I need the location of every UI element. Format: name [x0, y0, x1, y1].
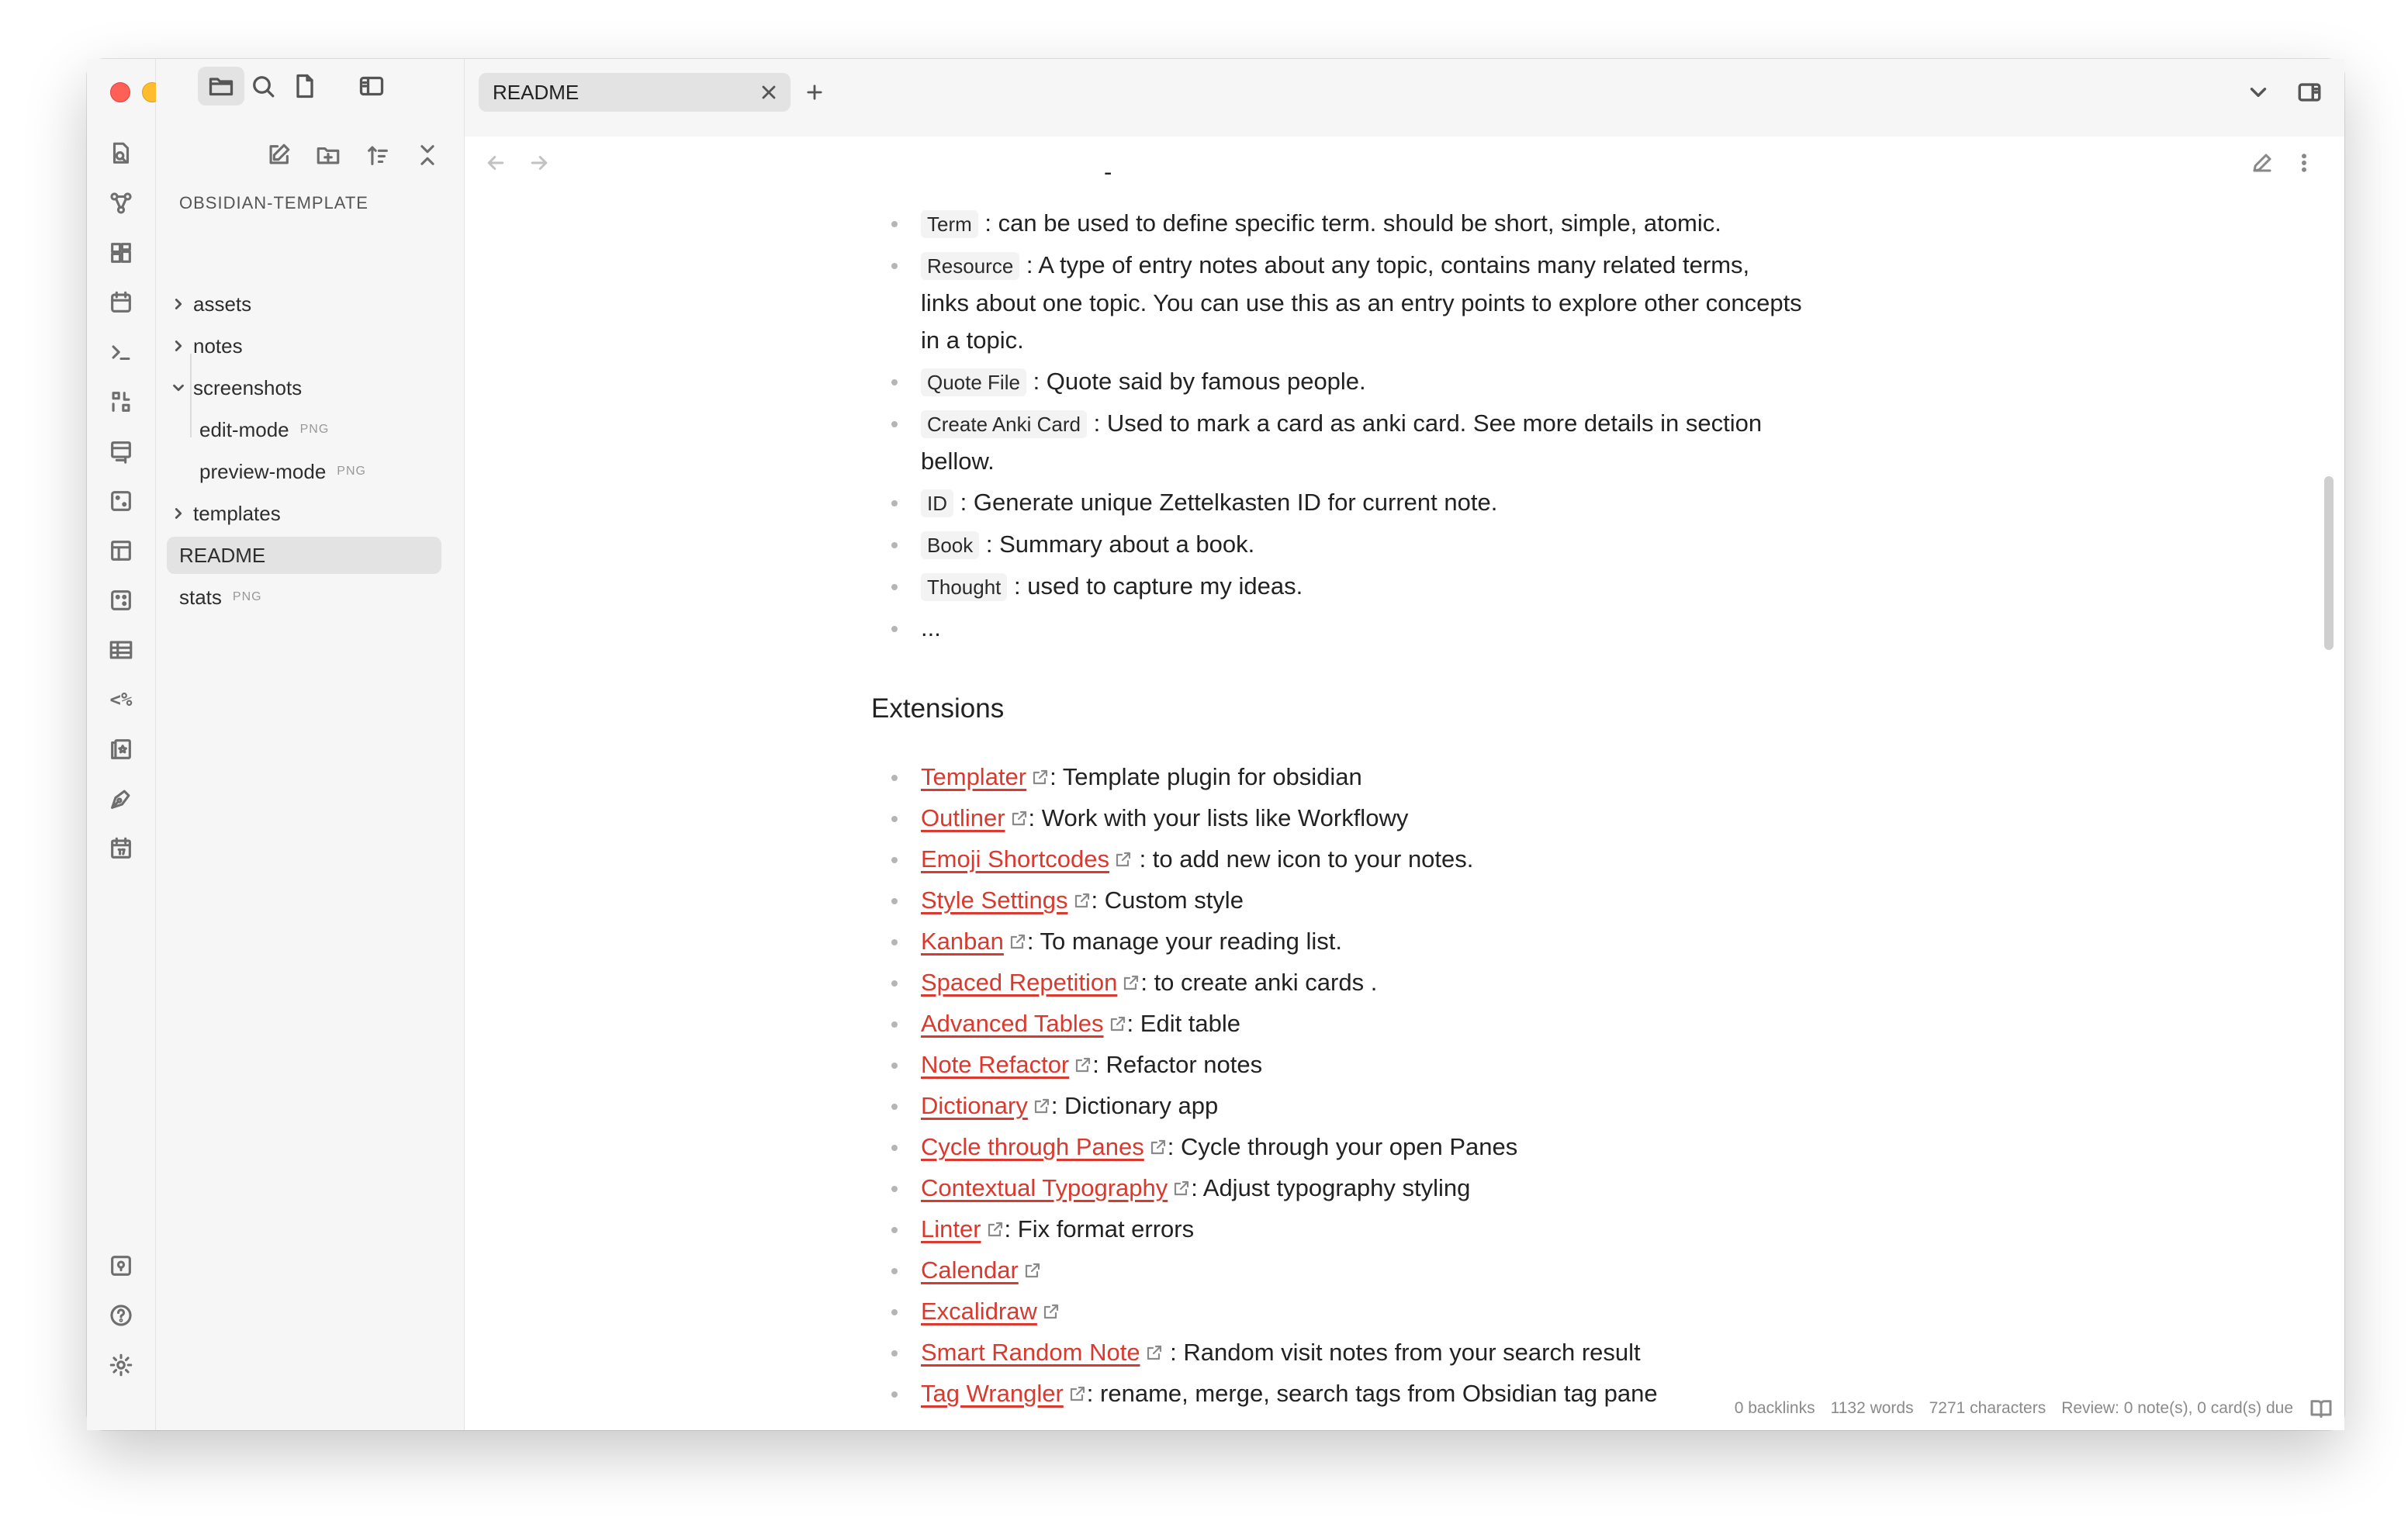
close-tab-button[interactable] — [752, 75, 786, 109]
tree-item-label: stats — [179, 585, 222, 609]
navigate-back-button[interactable] — [480, 147, 511, 178]
external-link[interactable]: Dictionary — [921, 1092, 1028, 1119]
chevron-right-icon — [167, 502, 190, 525]
tree-file-edit-mode[interactable] — [199, 411, 441, 448]
external-link-icon — [1172, 1171, 1191, 1190]
search-tab-button[interactable] — [240, 67, 286, 105]
inline-code: Term — [921, 210, 978, 238]
tree-item-label: edit-mode — [199, 417, 289, 441]
list-item: Contextual Typography : Adjust typography styling — [871, 1170, 1802, 1207]
list-item: Create Anki Card : Used to mark a card as anki card. See more details in section bellow. — [871, 405, 1802, 480]
daily-note-icon[interactable] — [104, 285, 138, 320]
list-item: Book : Summary about a book. — [871, 526, 1802, 564]
document-body — [871, 158, 1802, 1416]
inline-code: Thought — [921, 573, 1007, 601]
template-layout-icon[interactable] — [104, 534, 138, 568]
partial-line: - — [1104, 158, 1112, 185]
pencil-icon — [2251, 151, 2274, 175]
search-icon — [249, 72, 277, 100]
list-item: Emoji Shortcodes : to add new icon to your notes. — [871, 841, 1802, 878]
external-link[interactable]: Kanban — [921, 928, 1004, 955]
tree-item-label: templates — [193, 501, 281, 525]
external-link[interactable]: Contextual Typography — [921, 1174, 1168, 1201]
tree-file-stats[interactable] — [167, 579, 441, 616]
external-link-icon — [1010, 801, 1029, 820]
file-extension-badge: PNG — [232, 590, 262, 603]
bookmarks-tab-button[interactable] — [282, 67, 328, 105]
chevron-right-icon — [167, 292, 190, 316]
inline-code: Quote File — [921, 368, 1026, 396]
external-link-icon — [1042, 1294, 1060, 1313]
ribbon — [87, 59, 156, 1430]
tree-file-preview-mode[interactable] — [199, 453, 441, 490]
arrow-right-icon — [528, 151, 551, 175]
tree-indent-guide — [190, 354, 192, 437]
list-item: Tag Wrangler : rename, merge, search tags from Obsidian tag pane — [871, 1375, 1802, 1412]
list-item — [871, 1252, 1802, 1289]
external-link[interactable]: Advanced Tables — [921, 1010, 1104, 1037]
list-item: Style Settings : Custom style — [871, 882, 1802, 919]
more-vertical-icon — [2292, 151, 2316, 175]
list-item: Outliner : Work with your lists like Workflowy — [871, 800, 1802, 837]
edit-icon — [265, 142, 292, 168]
list-item: Cycle through Panes : Cycle through your open Panes — [871, 1128, 1802, 1166]
collapse-icon — [414, 142, 441, 168]
chevron-down-icon — [167, 376, 190, 399]
list-item: Note Refactor : Refactor notes — [871, 1046, 1802, 1083]
sidebar-right-icon — [2296, 79, 2323, 105]
tree-item-label: assets — [193, 292, 252, 316]
external-link-icon — [1023, 1253, 1042, 1272]
vault-name: OBSIDIAN-TEMPLATE — [179, 193, 368, 213]
external-link-icon — [1122, 966, 1140, 984]
list-item: Advanced Tables : Edit table — [871, 1005, 1802, 1042]
sort-order-button[interactable] — [359, 137, 396, 174]
close-window-button[interactable] — [110, 82, 130, 102]
tab-list-dropdown-button[interactable] — [2240, 74, 2276, 110]
new-folder-button[interactable] — [310, 137, 347, 174]
chevron-down-icon — [2245, 79, 2271, 105]
file-explorer-sidebar — [156, 59, 465, 1430]
external-link-icon — [1114, 842, 1133, 861]
external-link[interactable]: Spaced Repetition — [921, 969, 1118, 996]
vertical-scrollbar[interactable] — [2324, 476, 2334, 650]
extensions-list — [871, 759, 1802, 1412]
inline-code: ID — [921, 489, 953, 517]
external-link-icon — [1074, 1048, 1092, 1066]
close-icon — [758, 81, 780, 103]
word-count: 1132 words — [1830, 1399, 1914, 1417]
calendar-icon[interactable] — [104, 831, 138, 866]
tree-item-label: preview-mode — [199, 459, 327, 483]
list-item: Resource : A type of entry notes about any topic, contains many related terms, links about one topic. You can use this as an entry points to explore other concepts in a topic. — [871, 247, 1802, 359]
external-link-icon — [1149, 1130, 1168, 1149]
tree-folder-screenshots[interactable] — [167, 369, 441, 406]
list-item: Term : can be used to define specific term. should be short, simple, atomic. — [871, 205, 1802, 243]
external-link[interactable]: Excalidraw — [921, 1298, 1037, 1325]
toggle-edit-mode-button[interactable] — [2247, 147, 2278, 178]
file-extension-badge: PNG — [337, 465, 366, 478]
tab-bar — [465, 59, 2344, 137]
kanban-board-icon[interactable] — [104, 434, 138, 468]
external-link-icon — [1109, 1007, 1127, 1025]
graph-view-icon[interactable] — [104, 186, 138, 220]
external-link-icon — [986, 1212, 1005, 1231]
inline-code: Create Anki Card — [921, 410, 1087, 438]
toggle-right-sidebar-button[interactable] — [2292, 74, 2327, 110]
templater-icon[interactable]: <% — [109, 689, 133, 710]
command-palette-icon[interactable] — [104, 335, 138, 369]
list-item — [871, 1293, 1802, 1330]
workspaces-icon[interactable] — [104, 385, 138, 419]
random-note-icon[interactable] — [104, 484, 138, 518]
editor-pane — [465, 137, 2344, 1430]
tree-folder-assets[interactable] — [167, 285, 441, 323]
list-item: Spaced Repetition : to create anki cards . — [871, 964, 1802, 1001]
reading-mode-book-icon[interactable] — [2309, 1396, 2334, 1421]
chevron-right-icon — [167, 334, 190, 358]
list-item: Quote File : Quote said by famous people. — [871, 363, 1802, 401]
arrow-left-icon — [484, 151, 507, 175]
list-item: Dictionary : Dictionary app — [871, 1087, 1802, 1125]
tab-title: README — [493, 80, 580, 104]
files-tab-button[interactable] — [198, 67, 244, 105]
external-link-icon — [1068, 1377, 1087, 1395]
collapse-sidebar-button[interactable] — [348, 67, 395, 105]
external-link-icon — [1073, 883, 1092, 902]
tree-file-readme[interactable] — [167, 537, 441, 574]
tree-item-label: README — [179, 543, 266, 567]
app-window — [87, 59, 2344, 1430]
collapse-all-button[interactable] — [409, 137, 446, 174]
help-icon[interactable] — [104, 1298, 138, 1332]
external-link[interactable]: Templater — [921, 763, 1027, 790]
canvas-icon[interactable] — [104, 236, 138, 270]
list-item: Linter : Fix format errors — [871, 1211, 1802, 1248]
smart-random-note-icon[interactable] — [104, 583, 138, 617]
note-types-list — [871, 205, 1802, 647]
external-link[interactable]: Smart Random Note — [921, 1339, 1140, 1366]
tab-readme[interactable] — [479, 73, 791, 112]
backlinks-count[interactable]: 0 backlinks — [1734, 1399, 1815, 1417]
sort-icon — [365, 142, 391, 168]
external-link[interactable]: Calendar — [921, 1256, 1019, 1284]
review-flashcards-icon[interactable] — [104, 732, 138, 766]
file-extension-badge: PNG — [299, 423, 330, 436]
new-tab-button[interactable] — [797, 74, 832, 110]
list-item: Kanban : To manage your reading list. — [871, 923, 1802, 960]
section-heading-extensions: Extensions — [871, 693, 1005, 724]
external-link[interactable]: Linter — [921, 1215, 981, 1242]
external-link-icon — [1145, 1336, 1164, 1354]
open-quick-switcher-icon[interactable] — [104, 137, 138, 171]
excalidraw-icon[interactable] — [104, 782, 138, 816]
external-link[interactable]: Note Refactor — [921, 1051, 1070, 1078]
external-link[interactable]: Cycle through Panes — [921, 1133, 1144, 1160]
external-link[interactable]: Outliner — [921, 804, 1005, 831]
external-link-icon — [1031, 760, 1050, 779]
list-item: ID : Generate unique Zettelkasten ID for current note. — [871, 484, 1802, 522]
inline-code: Resource — [921, 252, 1019, 280]
external-link[interactable]: Style Settings — [921, 886, 1068, 914]
reading-view[interactable] — [465, 158, 2344, 1430]
new-note-button[interactable] — [260, 137, 297, 174]
tree-folder-templates[interactable] — [167, 495, 441, 532]
view-header — [465, 137, 2344, 185]
folder-icon — [207, 72, 235, 100]
tree-item-label: notes — [193, 334, 243, 358]
table-icon[interactable] — [104, 633, 138, 667]
inline-code: Book — [921, 531, 979, 559]
tree-item-label: screenshots — [193, 375, 303, 399]
folder-plus-icon — [315, 142, 341, 168]
external-link[interactable]: Tag Wrangler — [921, 1380, 1064, 1407]
list-item: ... — [871, 610, 1802, 647]
tree-folder-notes[interactable] — [167, 327, 441, 365]
navigate-forward-button[interactable] — [524, 147, 555, 178]
open-vault-icon[interactable] — [104, 1249, 138, 1283]
list-item: Templater : Template plugin for obsidian — [871, 759, 1802, 796]
sidebar-left-icon — [358, 72, 386, 100]
list-item: Thought : used to capture my ideas. — [871, 568, 1802, 606]
more-options-button[interactable] — [2289, 147, 2320, 178]
file-icon — [291, 72, 319, 100]
settings-gear-icon[interactable] — [104, 1348, 138, 1382]
plus-icon — [804, 81, 825, 103]
review-status[interactable]: Review: 0 note(s), 0 card(s) due — [2061, 1399, 2293, 1417]
status-bar — [1724, 1393, 2334, 1424]
list-item: Smart Random Note : Random visit notes from your search result — [871, 1334, 1802, 1371]
external-link-icon — [1009, 924, 1027, 943]
external-link[interactable]: Emoji Shortcodes — [921, 845, 1109, 873]
external-link-icon — [1033, 1089, 1051, 1108]
character-count: 7271 characters — [1929, 1399, 2046, 1417]
